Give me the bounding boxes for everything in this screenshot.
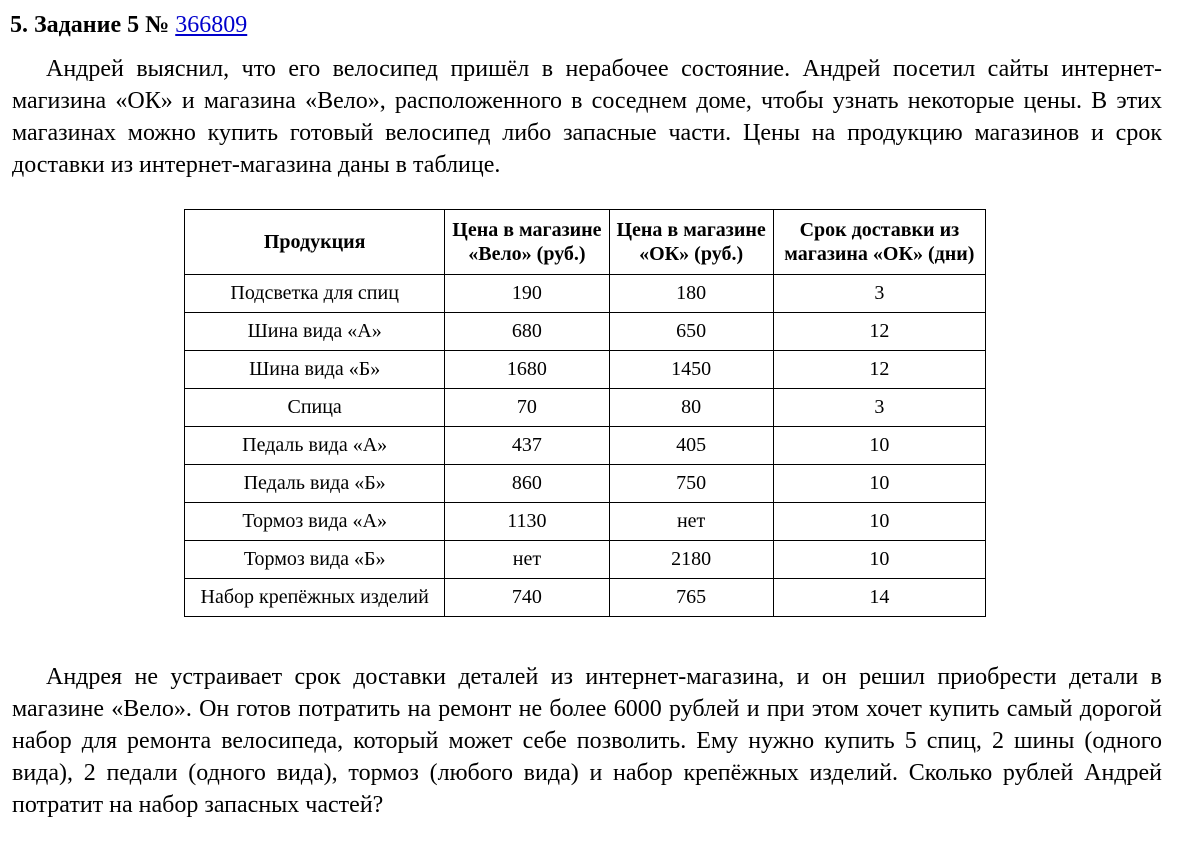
cell-ok-price: 80 bbox=[609, 389, 773, 427]
task-prefix: 5. Задание 5 № bbox=[10, 12, 176, 38]
table-row bbox=[185, 313, 986, 351]
cell-ok-price: нет bbox=[609, 503, 773, 541]
cell-ok-price: 750 bbox=[609, 465, 773, 503]
price-table bbox=[184, 209, 986, 617]
cell-velo-price: 70 bbox=[445, 389, 609, 427]
table-row bbox=[185, 275, 986, 313]
header-ok-price: Цена в магазине «ОК» (руб.) bbox=[609, 210, 773, 275]
cell-product: Подсветка для спиц bbox=[185, 275, 445, 313]
cell-product: Тормоз вида «Б» bbox=[185, 541, 445, 579]
cell-delivery: 12 bbox=[773, 313, 985, 351]
intro-paragraph: Андрей выяснил, что его велосипед пришёл в нерабочее состояние. Андрей посетил сайты интернет-магизина «ОК» и магазина «Вело», расположенного в соседнем доме, чтобы узнать некоторые цены. В этих магазинах можно купить готовый велосипед либо запасные части. Цены на продукцию магазинов и срок доставки из интернет-магазина даны в таблице. bbox=[12, 56, 1162, 178]
cell-product: Спица bbox=[185, 389, 445, 427]
cell-product: Педаль вида «А» bbox=[185, 427, 445, 465]
cell-delivery: 10 bbox=[773, 541, 985, 579]
cell-product: Педаль вида «Б» bbox=[185, 465, 445, 503]
task-header bbox=[10, 10, 247, 40]
cell-delivery: 3 bbox=[773, 389, 985, 427]
cell-velo-price: 860 bbox=[445, 465, 609, 503]
cell-delivery: 10 bbox=[773, 465, 985, 503]
cell-velo-price: 190 bbox=[445, 275, 609, 313]
cell-velo-price: 680 bbox=[445, 313, 609, 351]
question-paragraph: Андрея не устраивает срок доставки деталей из интернет-магазина, и он решил приобрести детали в магазине «Вело». Он готов потратить на ремонт не более 6000 рублей и при этом хочет купить самый дорогой набор для ремонта велосипеда, который может себе позволить. Ему нужно купить 5 спиц, 2 шины (одного вида), 2 педали (одного вида), тормоз (любого вида) и набор крепёжных изделий. Сколько рублей Андрей потратит на набор запасных частей? bbox=[12, 664, 1162, 818]
table-row bbox=[185, 541, 986, 579]
cell-product: Шина вида «А» bbox=[185, 313, 445, 351]
cell-delivery: 14 bbox=[773, 579, 985, 617]
cell-velo-price: 740 bbox=[445, 579, 609, 617]
table-row bbox=[185, 465, 986, 503]
cell-delivery: 10 bbox=[773, 427, 985, 465]
cell-velo-price: нет bbox=[445, 541, 609, 579]
table-row bbox=[185, 427, 986, 465]
table-row bbox=[185, 389, 986, 427]
cell-product: Шина вида «Б» bbox=[185, 351, 445, 389]
table-header-row bbox=[185, 210, 986, 275]
cell-ok-price: 1450 bbox=[609, 351, 773, 389]
cell-ok-price: 650 bbox=[609, 313, 773, 351]
cell-velo-price: 1130 bbox=[445, 503, 609, 541]
header-ok-delivery: Срок доставки из магазина «ОК» (дни) bbox=[773, 210, 985, 275]
cell-delivery: 12 bbox=[773, 351, 985, 389]
cell-velo-price: 1680 bbox=[445, 351, 609, 389]
cell-ok-price: 180 bbox=[609, 275, 773, 313]
table-row bbox=[185, 579, 986, 617]
cell-ok-price: 2180 bbox=[609, 541, 773, 579]
table-row bbox=[185, 503, 986, 541]
header-velo-price: Цена в магазине «Вело» (руб.) bbox=[445, 210, 609, 275]
cell-ok-price: 405 bbox=[609, 427, 773, 465]
cell-product: Тормоз вида «А» bbox=[185, 503, 445, 541]
cell-delivery: 10 bbox=[773, 503, 985, 541]
cell-product: Набор крепёжных изделий bbox=[185, 579, 445, 617]
cell-velo-price: 437 bbox=[445, 427, 609, 465]
cell-delivery: 3 bbox=[773, 275, 985, 313]
task-number-link[interactable]: 366809 bbox=[175, 12, 248, 38]
header-product: Продукция bbox=[185, 210, 445, 275]
table-row bbox=[185, 351, 986, 389]
cell-ok-price: 765 bbox=[609, 579, 773, 617]
